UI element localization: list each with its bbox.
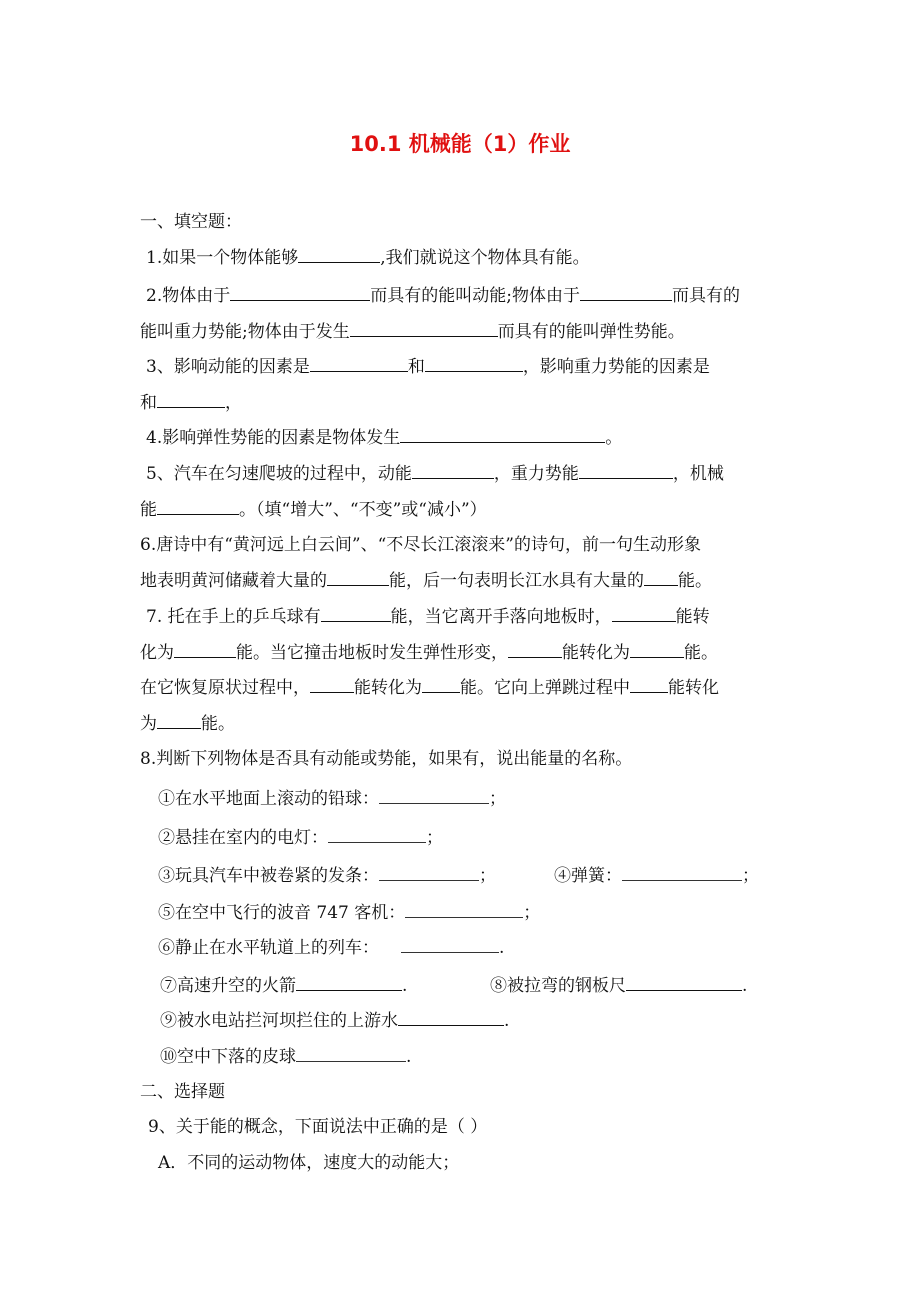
answer-blank[interactable] [401,935,499,953]
question-8-item-1 [158,786,506,811]
answer-blank[interactable] [157,711,201,729]
answer-blank[interactable] [310,675,354,693]
q3-text-a: 3、影响动能的因素是 [146,357,310,377]
punctuation: . [742,976,748,996]
punctuation: . [402,976,408,996]
q3-text-c: ，影响重力势能的因素是 [522,357,710,377]
answer-blank[interactable] [622,863,742,881]
question-1 [146,245,590,270]
answer-blank[interactable] [398,1008,504,1026]
punctuation: . [406,1047,412,1067]
q1-text-a: 1.如果一个物体能够 [146,248,299,268]
answer-blank[interactable] [328,825,426,843]
question-3-line-1 [146,354,710,379]
q6-text-c: 能，后一句表明长江水具有大量的 [389,571,644,591]
answer-blank[interactable] [508,640,562,658]
q8-item-7-text: ⑦高速升空的火箭 [160,976,296,996]
answer-blank[interactable] [379,786,489,804]
punctuation: ； [426,828,443,848]
answer-blank[interactable] [644,568,678,586]
section-heading-fill: 一、填空题： [140,212,242,232]
question-2-line-2 [140,319,685,344]
question-2-line-1 [146,283,740,308]
q7-text-e: 能。当它撞击地板时发生弹性形变， [236,643,508,663]
answer-blank[interactable] [405,900,523,918]
answer-blank[interactable] [400,425,605,443]
q8-item-10-text: ⑩空中下落的皮球 [160,1047,296,1067]
question-7-line-4 [140,711,235,736]
answer-blank[interactable] [350,319,498,337]
question-7-line-3 [140,675,719,700]
q2-text-e: 而具有的能叫弹性势能。 [497,322,685,342]
q7-text-j: 能。它向上弹跳过程中 [460,678,630,698]
answer-blank[interactable] [379,863,479,881]
question-8-item-8 [490,973,747,998]
question-8-item-9 [160,1008,509,1033]
q3-text-b: 和 [407,357,425,377]
q8-item-5-text: ⑤在空中飞行的波音 747 客机： [158,903,406,923]
answer-blank[interactable] [327,568,389,586]
section-heading-choice: 二、选择题 [140,1082,225,1102]
answer-blank[interactable] [310,354,408,372]
question-6-line-1: 6.唐诗中有“黄河远上白云间”、“不尽长江滚滚来”的诗句，前一句生动形象 [140,535,701,555]
q7-text-g: 能。 [684,643,718,663]
question-8-item-4 [554,863,759,888]
q7-text-m: 能。 [201,714,235,734]
question-3-line-2 [140,390,242,415]
answer-blank[interactable] [157,497,239,515]
q5-text-c: ，机械 [672,464,724,484]
answer-blank[interactable] [425,354,523,372]
q3-text-d: 和 [140,393,157,413]
question-9-stem: 9、关于能的概念，下面说法中正确的是（ ） [148,1117,488,1137]
q7-text-k: 能转化 [668,678,719,698]
q5-text-a: 5、汽车在匀速爬坡的过程中，动能 [146,464,412,484]
q7-text-h: 在它恢复原状过程中， [140,678,310,698]
question-7-line-2 [140,640,718,665]
answer-blank[interactable] [579,461,673,479]
punctuation: ； [479,866,496,886]
q2-text-b: 而具有的能叫动能;物体由于 [370,286,580,306]
answer-blank[interactable] [174,640,236,658]
page-title: 10.1 机械能（1）作业 [349,132,571,156]
q3-text-e: ， [225,393,242,413]
question-8-item-10 [160,1044,411,1069]
q7-text-f: 能转化为 [562,643,630,663]
question-7-line-1 [146,604,710,629]
answer-blank[interactable] [412,461,494,479]
answer-blank[interactable] [580,283,672,301]
punctuation: . [504,1011,510,1031]
answer-blank[interactable] [422,675,460,693]
answer-blank[interactable] [630,675,668,693]
question-5-line-2 [140,497,487,522]
q2-text-a: 2.物体由于 [146,286,231,306]
q1-text-b: ,我们就说这个物体具有能。 [380,248,590,268]
q2-text-c: 而具有的 [671,286,740,306]
question-8-item-6 [158,935,504,960]
q7-text-l: 为 [140,714,157,734]
answer-blank[interactable] [630,640,684,658]
q7-text-a: 7. 托在手上的乒乓球有 [146,607,321,627]
answer-blank[interactable] [321,604,391,622]
q4-text-a: 4.影响弹性势能的因素是物体发生 [146,428,401,448]
q6-text-d: 能。 [678,571,712,591]
punctuation: ； [742,866,759,886]
q2-text-d: 能叫重力势能;物体由于发生 [140,322,350,342]
answer-blank[interactable] [230,283,370,301]
q8-item-3-text: ③玩具汽车中被卷紧的发条： [158,866,379,886]
q8-item-2-text: ②悬挂在室内的电灯： [158,828,328,848]
question-8-item-3 [158,863,496,888]
punctuation: . [499,938,505,958]
answer-blank[interactable] [612,604,676,622]
answer-blank[interactable] [296,1044,406,1062]
question-8-item-5 [158,900,540,925]
q8-item-8-text: ⑧被拉弯的钢板尺 [490,976,626,996]
question-6-line-2 [140,568,712,593]
q8-item-9-text: ⑨被水电站拦河坝拦住的上游水 [160,1011,398,1031]
q8-item-6-text: ⑥静止在水平轨道上的列车： [158,938,379,958]
q6-text-b: 地表明黄河储藏着大量的 [140,571,327,591]
answer-blank[interactable] [157,390,225,408]
question-5-line-1 [146,461,724,486]
question-4 [146,425,622,450]
q8-item-1-text: ①在水平地面上滚动的铅球： [158,789,379,809]
answer-blank[interactable] [296,973,402,991]
q5-text-e: 。（填“增大”、“不变”或“减小”） [239,500,487,520]
question-9-option-a[interactable]: A．不同的运动物体，速度大的动能大； [158,1153,460,1173]
answer-blank[interactable] [626,973,742,991]
q5-text-d: 能 [140,500,157,520]
q5-text-b: ，重力势能 [493,464,579,484]
q7-text-i: 能转化为 [354,678,422,698]
question-8-item-7 [160,973,407,998]
q7-text-c: 能转 [675,607,710,627]
punctuation: ； [523,903,541,923]
q8-item-4-text: ④弹簧： [554,866,622,886]
question-8-item-2 [158,825,443,850]
answer-blank[interactable] [298,245,380,263]
q7-text-b: 能，当它离开手落向地板时， [390,607,612,627]
question-8-stem: 8.判断下列物体是否具有动能或势能，如果有，说出能量的名称。 [140,749,633,769]
q4-text-b: 。 [605,428,623,448]
q7-text-d: 化为 [140,643,174,663]
punctuation: ； [489,789,506,809]
